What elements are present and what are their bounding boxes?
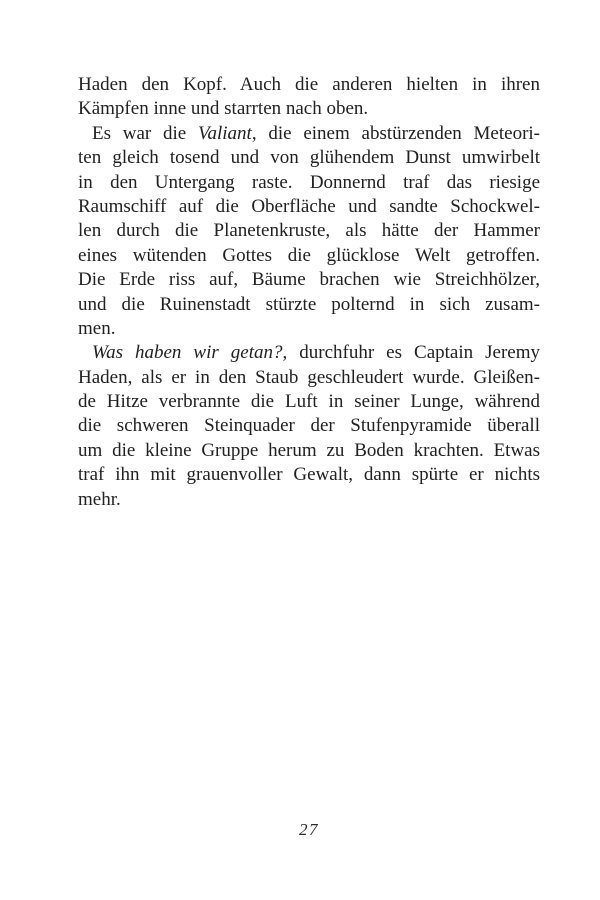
text-line [78, 293, 540, 317]
line-text: um die kleine Gruppe herum zu Boden krachten. Etwas [78, 439, 540, 461]
line-text: Es war die [92, 122, 198, 144]
line-text: men. [78, 317, 116, 339]
text-line [78, 341, 540, 365]
text-line [78, 195, 540, 219]
text-line [78, 219, 540, 243]
text-line [78, 97, 540, 121]
text-line [78, 73, 540, 97]
line-text: Raumschiff auf die Oberfläche und sandte Schockwel- [78, 195, 540, 217]
line-text: , die einem abstürzenden Meteori- [251, 122, 540, 144]
text-line [78, 488, 540, 512]
line-text: ten gleich tosend und von glühendem Dunst umwirbelt [78, 147, 540, 169]
text-line [78, 171, 540, 195]
line-text: mehr. [78, 488, 121, 510]
text-line [78, 439, 540, 463]
line-text: , durchfuhr es Captain Jeremy [282, 342, 540, 364]
line-text: die schweren Steinquader der Stufenpyramide überall [78, 415, 540, 437]
text-line [78, 244, 540, 268]
line-text-italic: Valiant [198, 122, 252, 144]
text-line [78, 268, 540, 292]
line-text: Kämpfen inne und starrten nach oben. [78, 98, 369, 120]
text-line [78, 414, 540, 438]
line-text: in den Untergang raste. Donnernd traf das riesige [78, 171, 540, 193]
line-text: eines wütenden Gottes die glücklose Welt getroffen. [78, 244, 540, 266]
text-line [78, 463, 540, 487]
text-line [78, 122, 540, 146]
text-line [78, 317, 540, 341]
line-text: len durch die Planetenkruste, als hätte der Hammer [78, 220, 540, 242]
page-number: 27 [299, 820, 319, 839]
line-text: und die Ruinenstadt stürzte polternd in sich zusam- [78, 293, 540, 315]
line-text: de Hitze verbrannte die Luft in seiner Lunge, während [78, 391, 540, 413]
text-line [78, 366, 540, 390]
line-text: Die Erde riss auf, Bäume brachen wie Streichhölzer, [78, 269, 540, 291]
line-text: traf ihn mit grauenvoller Gewalt, dann spürte er nichts [78, 464, 540, 486]
line-text: Haden, als er in den Staub geschleudert wurde. Gleißen- [78, 366, 540, 388]
text-line [78, 146, 540, 170]
text-line [78, 390, 540, 414]
line-text-italic: Was haben wir getan? [92, 342, 283, 364]
line-text: Haden den Kopf. Auch die anderen hielten in ihren [78, 74, 540, 95]
page-text [78, 73, 540, 512]
